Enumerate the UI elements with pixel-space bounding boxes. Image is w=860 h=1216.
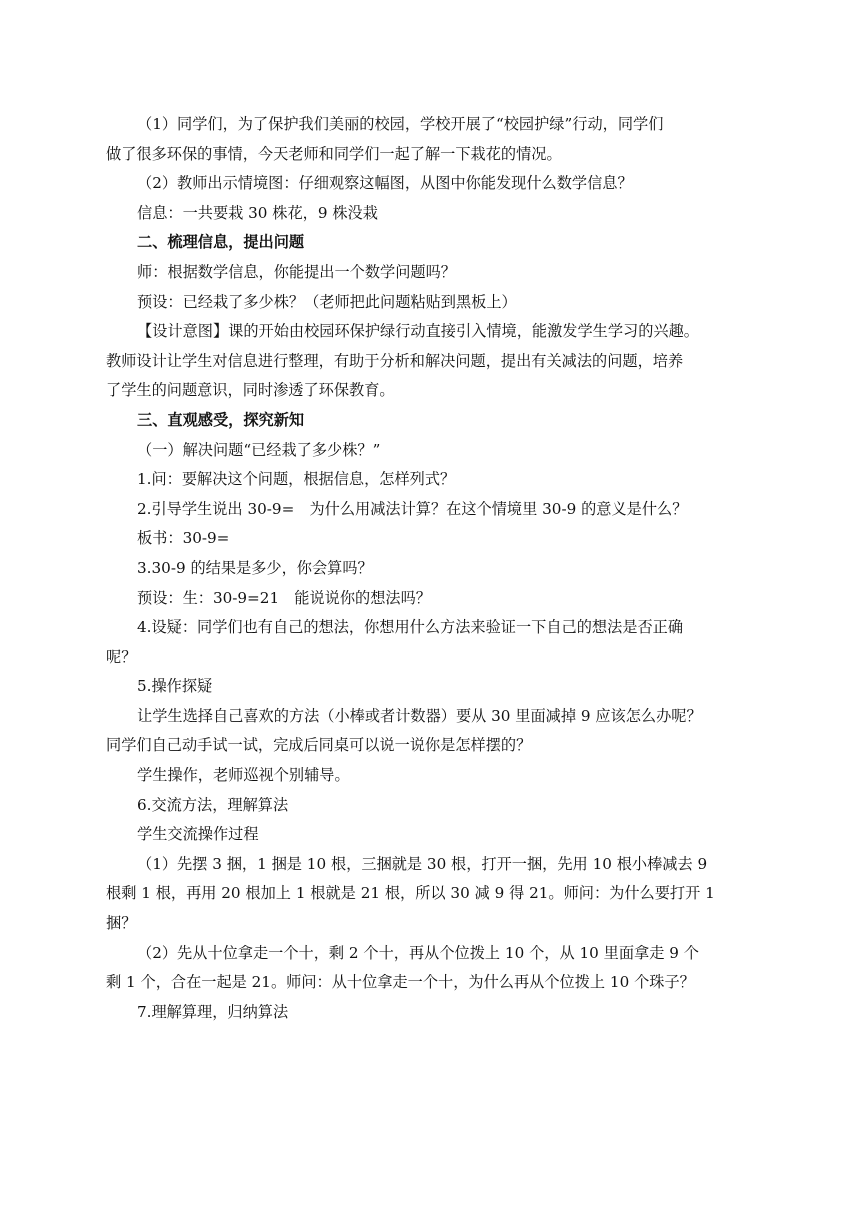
step-1: 1.问：要解决这个问题，根据信息，怎样列式？ xyxy=(137,470,456,489)
paragraph-teacher-question: 师：根据数学信息，你能提出一个数学问题吗？ xyxy=(137,262,456,281)
subsection-heading-1: （一）解决问题“已经栽了多少株？” xyxy=(137,440,381,459)
step-4-line-1: 4.设疑：同学们也有自己的想法，你想用什么方法来验证一下自己的想法是否正确 xyxy=(137,618,684,637)
method-1-line-1: （1）先摆 3 捆，1 捆是 10 根，三捆就是 30 根，打开一捆，先用 10 根小棒减去 9 xyxy=(137,854,708,873)
document-body xyxy=(106,110,766,1027)
method-2-line-1: （2）先从十位拿走一个十，剩 2 个十，再从个位拨上 10 个，从 10 里面拿走 9 个 xyxy=(137,943,699,962)
step-2: 2.引导学生说出 30-9= 为什么用减法计算？在这个情境里 30-9 的意义是什么？ xyxy=(137,499,688,518)
section-heading-2: 二、梳理信息，提出问题 xyxy=(137,233,305,252)
section-heading-3: 三、直观感受，探究新知 xyxy=(137,410,305,429)
method-2-line-2: 剩 1 个，合在一起是 21。师问：从十位拿走一个十，为什么再从个位拨上 10 个珠子？ xyxy=(106,973,695,992)
paragraph-situation: （2）教师出示情境图：仔细观察这幅图，从图中你能发现什么数学信息？ xyxy=(137,174,633,193)
paragraph-design-intent-line-1: 【设计意图】课的开始由校园环保护绿行动直接引入情境，能激发学生学习的兴趣。 xyxy=(137,322,699,341)
paragraph-intro-line-2: 做了很多环保的事情，今天老师和同学们一起了解一下栽花的情况。 xyxy=(106,144,562,163)
step-5: 5.操作探疑 xyxy=(137,677,213,696)
method-1-line-3: 捆？ xyxy=(106,914,137,933)
preset-answer: 预设：生：30-9=21 能说说你的想法吗？ xyxy=(137,588,431,607)
step-4-line-2: 呢？ xyxy=(106,647,137,666)
paragraph-intro-line-1: （1）同学们，为了保护我们美丽的校园，学校开展了“校园护绿”行动，同学们 xyxy=(137,115,664,133)
paragraph-design-intent-line-3: 了学生的问题意识，同时渗透了环保教育。 xyxy=(106,381,395,400)
exchange-process: 学生交流操作过程 xyxy=(137,825,259,844)
step-6: 6.交流方法，理解算法 xyxy=(137,795,289,814)
step-7: 7.理解算理，归纳算法 xyxy=(137,1002,289,1021)
activity-instruction-line-2: 同学们自己动手试一试，完成后同桌可以说一说你是怎样摆的？ xyxy=(106,736,532,755)
paragraph-preset-question: 预设：已经栽了多少株？（老师把此问题粘贴到黑板上） xyxy=(137,292,517,311)
paragraph-design-intent-line-2: 教师设计让学生对信息进行整理，有助于分析和解决问题，提出有关减法的问题，培养 xyxy=(106,351,684,370)
method-1-line-2: 根剩 1 根，再用 20 根加上 1 根就是 21 根，所以 30 减 9 得 21。师问：为什么要打开 1 xyxy=(106,884,715,903)
board-note: 板书：30-9= xyxy=(137,529,230,548)
paragraph-information: 信息：一共要栽 30 株花，9 株没栽 xyxy=(137,203,378,222)
step-3: 3.30-9 的结果是多少，你会算吗？ xyxy=(137,558,373,577)
activity-instruction-line-1: 让学生选择自己喜欢的方法（小棒或者计数器）要从 30 里面减掉 9 应该怎么办呢？ xyxy=(137,706,702,725)
student-operation: 学生操作，老师巡视个别辅导。 xyxy=(137,766,350,785)
